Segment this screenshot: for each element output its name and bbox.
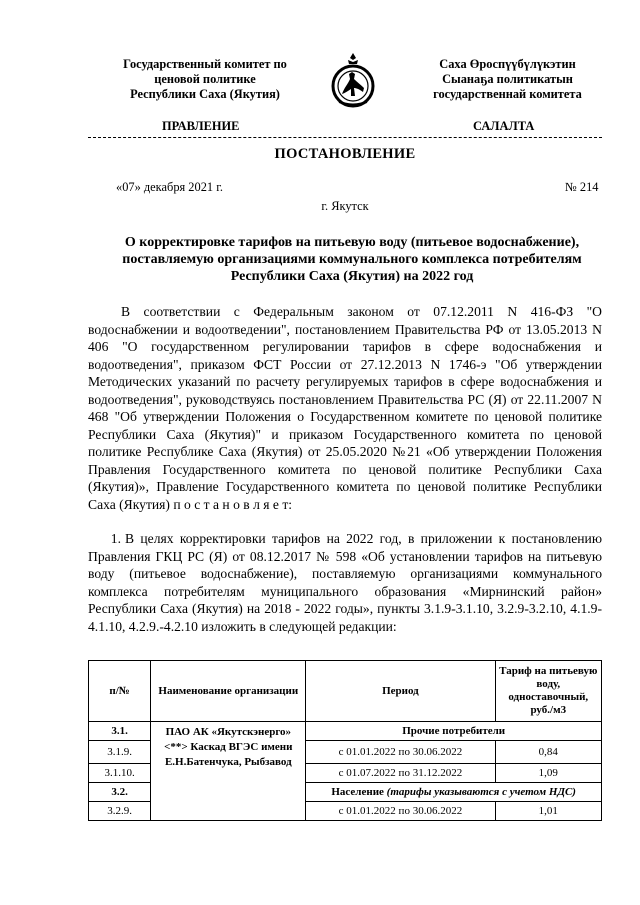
document-type: ПОСТАНОВЛЕНИЕ (274, 146, 416, 162)
committee-name-yakut (405, 57, 610, 102)
row-tariff: 1,01 (495, 802, 601, 821)
header-left-line: Республики Саха (Якутия) (130, 87, 280, 101)
row-tariff: 1,09 (495, 764, 601, 783)
row-tariff: 0,84 (495, 741, 601, 764)
group-label-note: (тарифы указываются с учетом НДС) (386, 786, 576, 798)
organization-cell: ПАО АК «Якутскэнерго» <**> Каскад ВГЭС имени Е.Н.Батенчука, Рыбзавод (151, 722, 306, 821)
header-right-line: Сыанаҕа политикатын (442, 72, 573, 86)
row-number: 3.2.9. (89, 802, 151, 821)
column-header-organization: Наименование организации (151, 661, 306, 722)
board-label-russian: ПРАВЛЕНИЕ (162, 119, 240, 133)
coat-of-arms-emblem (328, 52, 378, 108)
document-number: № 214 (565, 180, 599, 194)
table-row (89, 722, 602, 741)
committee-name-russian (100, 57, 310, 102)
header-left-line: Государственный комитет по (123, 57, 287, 71)
row-number: 3.2. (89, 783, 151, 802)
document-city: г. Якутск (321, 199, 369, 213)
column-header-period: Период (306, 661, 495, 722)
group-label (306, 783, 602, 802)
tariff-table (88, 660, 602, 821)
header-right-line: Саха Өроспүүбүлүкэтин (439, 57, 576, 71)
column-header-number: п/№ (89, 661, 151, 722)
row-period: с 01.01.2022 по 30.06.2022 (306, 802, 495, 821)
preamble-paragraph: В соответствии с Федеральным законом от 07.12.2011 N 416-ФЗ "О водоснабжении и водоотведении", постановлением Правительства РФ от 13.05.2013 N 406 "О государственном регулировании тарифов в сфере водоснабжения и водоотведения", приказом ФСТ России от 27.12.2013 N 1746-э "Об утверждении Методических указаний по расчету регулируемых тарифов в сфере водоснабжения и водоотведения", руководствуясь постановлением Правительства РС (Я) от 22.11.2007 N 468 "Об утверждении Положения о Государственном комитете по ценовой политике Республики Саха (Якутия)" и приказом Государственного комитета по ценовой политике Республике Саха (Якутия) от 25.05.2020 №21 «Об утверждении Положения Правления Государственного комитета по ценовой политике Республики Саха (Якутия)», Правление Государственного комитета по ценовой политике Республики Саха (Якутия) п о с т а н о в л я е т: (88, 304, 602, 512)
document-date: «07» декабря 2021 г. (116, 180, 223, 194)
document-title: О корректировке тарифов на питьевую воду (питьевое водоснабжение), поставляемую организациями коммунального комплекса потребителям Республики Саха (Якутия) на 2022 год (122, 235, 582, 284)
header-divider (88, 137, 602, 138)
clause-1-paragraph (88, 530, 602, 635)
row-number: 3.1.10. (89, 764, 151, 783)
header-right-line: государственнай комитета (433, 87, 582, 101)
table-header-row (89, 661, 602, 722)
column-header-tariff: Тариф на питьевую воду, одноставочный, руб./м3 (495, 661, 601, 722)
row-period: с 01.01.2022 по 30.06.2022 (306, 741, 495, 764)
header-left-line: ценовой политике (154, 72, 256, 86)
clause-number: 1. (110, 531, 121, 546)
row-number: 3.1. (89, 722, 151, 741)
group-label-lead: Население (331, 786, 387, 798)
row-period: с 01.07.2022 по 31.12.2022 (306, 764, 495, 783)
group-label: Прочие потребители (306, 722, 602, 741)
board-label-yakut: САЛАЛТА (473, 119, 535, 133)
row-number: 3.1.9. (89, 741, 151, 764)
clause-text: В целях корректировки тарифов на 2022 год, в приложении к постановлению Правления ГКЦ РС (Я) от 08.12.2017 № 598 «Об установлении тарифов на питьевую воду (питьевое водоснабжение), поставляемую организациями коммунального комплекса потребителям муниципального образования «Мирнинский район» Республики Саха (Якутия) на 2018 - 2022 годы», пункты 3.1.9-3.1.10, 3.2.9-3.2.10, 4.1.9-4.1.10, 4.2.9.-4.2.10 изложить в следующей редакции: (88, 531, 602, 634)
